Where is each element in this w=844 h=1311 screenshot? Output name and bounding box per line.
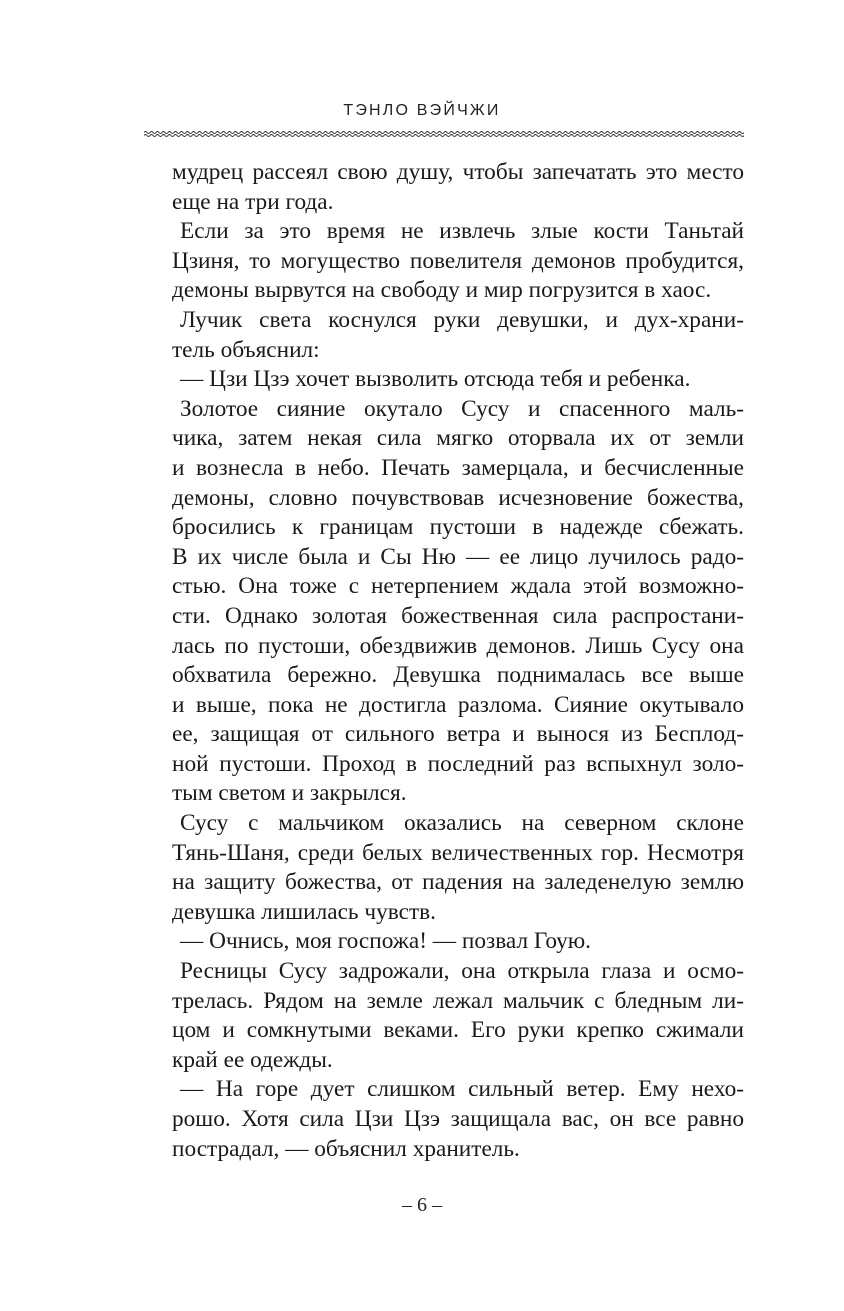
text-line: чика, затем некая сила мягко оторвала их от земли — [172, 425, 744, 452]
text-line: демоны, словно почувствовав исчезновение божества, — [172, 484, 744, 511]
text-line: край ее одежды. — [172, 1046, 333, 1073]
text-line: Ресницы Сусу задрожали, она открыла глаза и осмо- — [180, 958, 744, 985]
running-header: ТЭНЛО ВЭЙЧЖИ — [343, 102, 501, 119]
text-line: Тянь-Шаня, среди белых величественных гор. Несмотря — [172, 839, 744, 866]
text-line: Золотое сияние окутало Сусу и спасенного маль- — [180, 395, 744, 422]
text-line: пострадал, — объяснил хранитель. — [172, 1135, 520, 1162]
text-line: В их числе была и Сы Ню — ее лицо лучилось радо- — [172, 543, 744, 570]
text-line: — Очнись, моя госпожа! — позвал Гоую. — [180, 928, 591, 955]
text-line: Если за это время не извлечь злые кости Таньтай — [180, 218, 744, 245]
text-line: девушка лишилась чувств. — [172, 898, 436, 925]
text-line: демоны вырвутся на свободу и мир погрузится в хаос. — [172, 277, 712, 304]
page-number: – 6 – — [402, 1194, 442, 1216]
paragraph — [172, 957, 744, 1075]
paragraph — [172, 927, 744, 957]
text-line: стью. Она тоже с нетерпением ждала этой возможно- — [172, 573, 744, 600]
paragraph — [172, 158, 744, 217]
text-line: и выше, пока не достигла разлома. Сияние окутывало — [172, 691, 744, 718]
text-line: ной пустоши. Проход в последний раз вспыхнул золо- — [172, 750, 744, 777]
paragraph — [172, 306, 744, 365]
text-line: еще на три года. — [172, 188, 334, 215]
text-line: тель объяснил: — [172, 336, 320, 363]
paragraph — [172, 1075, 744, 1164]
text-line: Сусу с мальчиком оказались на северном склоне — [180, 810, 744, 837]
decorative-wavy-rule — [144, 130, 744, 138]
paragraph — [172, 395, 744, 809]
text-line: трелась. Рядом на земле лежал мальчик с бледным ли- — [172, 987, 744, 1014]
paragraph — [172, 217, 744, 306]
text-line: цом и сомкнутыми веками. Его руки крепко сжимали — [172, 1017, 744, 1044]
text-line: — На горе дует слишком сильный ветер. Ему нехо- — [180, 1076, 744, 1103]
text-line: бросились к границам пустоши в надежде сбежать. — [172, 514, 744, 541]
main-text — [172, 158, 744, 1164]
paragraph — [172, 809, 744, 927]
text-line: Лучик света коснулся руки девушки, и дух-храни- — [180, 306, 744, 333]
text-line: — Цзи Цзэ хочет вызволить отсюда тебя и ребенка. — [180, 366, 691, 393]
paragraph — [172, 365, 744, 395]
text-line: на защиту божества, от падения на заледенелую землю — [172, 869, 744, 896]
text-line: лась по пустоши, обездвижив демонов. Лишь Сусу она — [172, 632, 744, 659]
text-line: ее, защищая от сильного ветра и вынося из Бесплод- — [172, 721, 744, 748]
text-line: и вознесла в небо. Печать замерцала, и бесчисленные — [172, 454, 744, 481]
text-line: тым светом и закрылся. — [172, 780, 407, 807]
text-line: Цзиня, то могущество повелителя демонов пробудится, — [172, 247, 744, 274]
text-line: мудрец рассеял свою душу, чтобы запечатать это место — [172, 159, 744, 185]
text-line: сти. Однако золотая божественная сила распростани- — [172, 602, 744, 629]
text-line: рошо. Хотя сила Цзи Цзэ защищала вас, он все равно — [172, 1106, 744, 1132]
text-line: обхватила бережно. Девушка поднималась все выше — [172, 662, 744, 689]
